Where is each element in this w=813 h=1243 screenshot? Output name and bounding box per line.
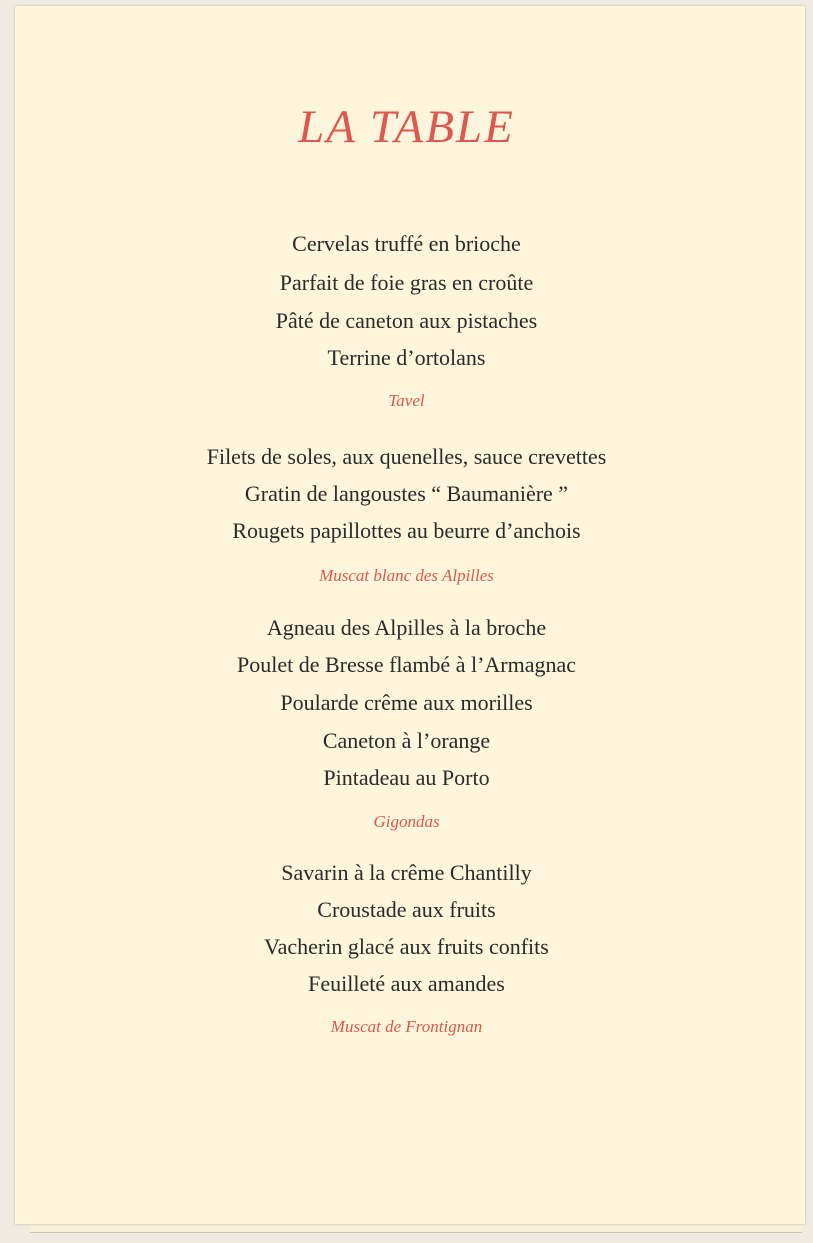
dish-line: Cervelas truffé en brioche (292, 231, 521, 256)
dish-line: Caneton à l’orange (322, 728, 491, 753)
dish-line: Agneau des Alpilles à la broche (266, 615, 547, 640)
wine-pairing: Tavel (388, 391, 425, 410)
dish-line: Pâté de caneton aux pistaches (275, 308, 538, 333)
dish-line: Filets de soles, aux quenelles, sauce crevettes (206, 444, 607, 469)
dish-line: Feuilleté aux amandes (308, 971, 505, 996)
menu-title: LA TABLE (298, 101, 515, 153)
dish-line: Poulet de Bresse flambé à l’Armagnac (236, 652, 577, 677)
dish-line: Parfait de foie gras en croûte (279, 270, 534, 295)
dish-line: Vacherin glacé aux fruits confits (264, 934, 549, 959)
dish-line: Rougets papillottes au beurre d’anchois (232, 518, 581, 543)
dish-line: Pintadeau au Porto (323, 765, 490, 790)
dish-line: Poularde crême aux morilles (280, 690, 533, 715)
dish-line: Savarin à la crême Chantilly (281, 860, 532, 885)
dish-line: Gratin de langoustes “ Baumanière ” (244, 481, 569, 506)
dish-line: Terrine d’ortolans (327, 345, 486, 370)
wine-pairing: Gigondas (373, 812, 440, 831)
wine-pairing: Muscat blanc des Alpilles (319, 566, 494, 585)
wine-pairing: Muscat de Frontignan (330, 1017, 483, 1036)
dish-line: Croustade aux fruits (317, 897, 496, 922)
